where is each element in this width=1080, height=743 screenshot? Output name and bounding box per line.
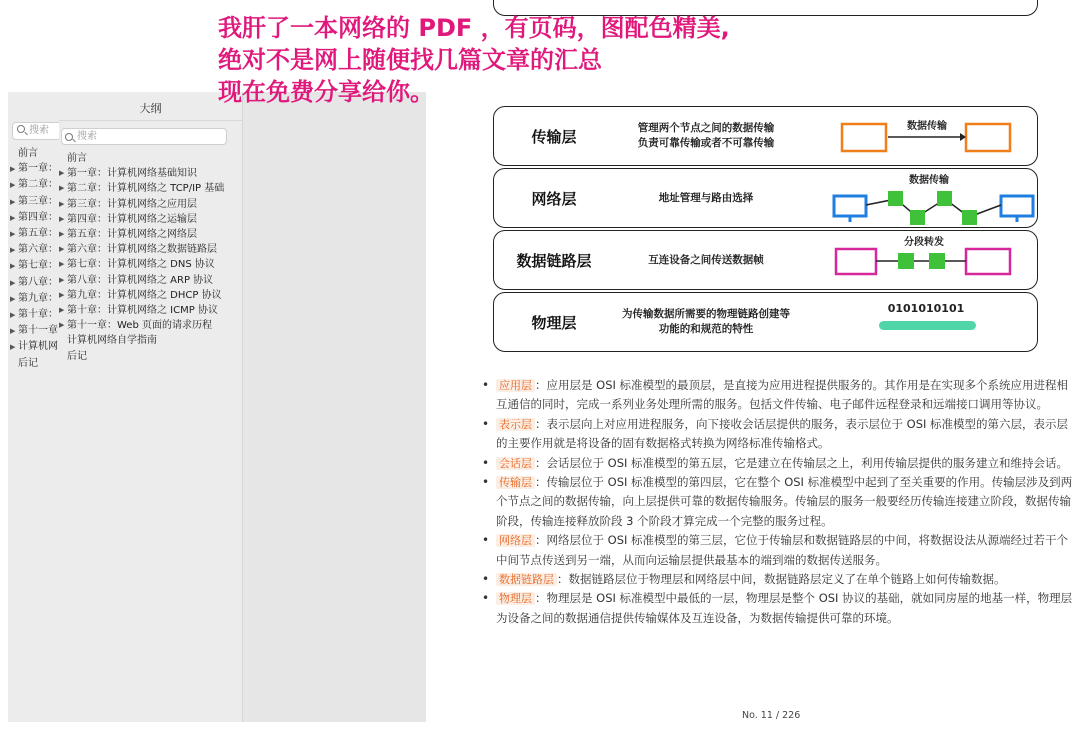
disclosure-triangle-icon: ▶ <box>10 165 16 174</box>
node-box <box>966 249 1010 274</box>
window-gap <box>243 92 426 722</box>
disclosure-triangle-icon[interactable]: ▶ <box>59 169 65 178</box>
bullet-item <box>482 473 1076 531</box>
router-node <box>910 210 925 225</box>
back-outline-item[interactable] <box>10 194 65 210</box>
back-outline-label: 第五章： <box>18 228 58 240</box>
back-outline-item[interactable] <box>10 210 65 226</box>
osi-layer-transport <box>493 106 1038 166</box>
layer-name: 物理层 <box>531 313 577 332</box>
back-search-input[interactable] <box>12 122 62 140</box>
back-outline-item[interactable] <box>10 275 65 291</box>
pdf-page <box>426 0 1080 743</box>
layer-tag: 物理层 <box>496 592 535 605</box>
transport-illustration <box>814 107 1034 167</box>
osi-layer-physical <box>493 292 1038 352</box>
network-illustration <box>814 169 1039 229</box>
layer-tag: 数据链路层 <box>496 573 557 586</box>
outline-item-label: 第一章：计算机网络基础知识 <box>67 168 197 180</box>
disclosure-triangle-icon[interactable]: ▶ <box>59 275 65 284</box>
disclosure-triangle-icon: ▶ <box>10 213 16 222</box>
back-outline-label: 第一章： <box>18 163 58 175</box>
disclosure-triangle-icon[interactable]: ▶ <box>59 306 65 315</box>
back-outline-item[interactable] <box>10 146 62 161</box>
sidebar-title: 大纲 <box>139 102 162 115</box>
node-box <box>966 124 1010 151</box>
bullet-text: ：表示层向上对应用进程服务，向下接收会话层提供的服务，表示层位于 OSI 标准模型的第六层，表示层的主要作用就是将设备的固有数据格式转换为网络标准传输格式。 <box>496 416 1069 451</box>
back-outline-label: 前言 <box>18 148 38 159</box>
physical-illustration <box>814 293 1039 353</box>
back-outline-list <box>10 146 65 371</box>
back-outline-item[interactable] <box>10 242 65 258</box>
back-outline-item[interactable] <box>10 161 62 177</box>
back-outline-item[interactable] <box>10 356 62 371</box>
data-label: 数据传输 <box>907 121 947 132</box>
outline-item-label: 第七章：计算机网络之 DNS 协议 <box>67 259 215 271</box>
outline-item[interactable] <box>59 181 243 196</box>
search-placeholder: 搜索 <box>77 131 97 142</box>
layer-tag: 应用层 <box>496 379 535 392</box>
disclosure-triangle-icon: ▶ <box>10 246 16 255</box>
disclosure-triangle-icon[interactable]: ▶ <box>59 199 65 208</box>
bullet-dot-icon: • <box>482 378 490 392</box>
back-outline-item[interactable] <box>10 323 62 339</box>
layer-desc-line: 管理两个节点之间的数据传输 <box>637 122 775 134</box>
layer-desc-line: 地址管理与路由选择 <box>658 191 754 204</box>
back-outline-panel <box>8 92 65 722</box>
back-outline-item[interactable] <box>10 177 62 193</box>
bullet-dot-icon: • <box>482 572 490 587</box>
back-outline-label: 计算机网 <box>18 341 58 353</box>
disclosure-triangle-icon[interactable]: ▶ <box>59 321 65 330</box>
back-outline-label: 第九章： <box>18 292 58 304</box>
disclosure-triangle-icon: ▶ <box>10 294 16 303</box>
outline-item[interactable] <box>59 212 243 227</box>
bullet-dot-icon: • <box>482 591 490 606</box>
bullet-item <box>482 415 1076 454</box>
bits-label: 0101010101 <box>887 302 965 315</box>
outline-item-label: 第八章：计算机网络之 ARP 协议 <box>67 274 214 286</box>
bullet-text: ：应用层是 OSI 标准模型的最顶层，是直接为应用进程提供服务的。其作用是在实现多个系统应用进程相互通信的同时，完成一系列业务处理所需的服务。包括文件传输、电子邮件远程登录和远端接口调用等协议。 <box>496 378 1069 412</box>
bullet-dot-icon: • <box>482 475 490 490</box>
outline-item[interactable] <box>59 333 243 348</box>
disclosure-triangle-icon[interactable]: ▶ <box>59 290 65 299</box>
disclosure-triangle-icon[interactable]: ▶ <box>59 230 65 239</box>
switch-node <box>929 253 945 269</box>
outline-item-label: 第十一章：Web 页面的请求历程 <box>67 320 212 332</box>
outline-item-label: 第三章：计算机网络之应用层 <box>67 198 197 210</box>
headline-line: 我肝了一本网络的 PDF ，有页码，图配色精美, <box>218 14 730 42</box>
headline-overlay <box>218 12 730 108</box>
disclosure-triangle-icon: ▶ <box>10 343 16 352</box>
outline-item[interactable] <box>59 166 243 181</box>
layer-desc-line: 为传输数据所需要的物理链路创建等 <box>622 308 790 320</box>
bullet-dot-icon: • <box>482 455 490 470</box>
back-search-placeholder: 搜索 <box>29 125 49 136</box>
disclosure-triangle-icon[interactable]: ▶ <box>59 260 65 269</box>
back-outline-label: 第三章： <box>18 195 58 207</box>
back-outline-label: 第七章： <box>18 260 58 272</box>
node-box <box>842 124 886 151</box>
disclosure-triangle-icon: ▶ <box>10 262 16 271</box>
layer-desc <box>606 231 806 289</box>
back-outline-label: 第十一章 <box>18 325 58 337</box>
layer-desc <box>606 107 806 165</box>
disclosure-triangle-icon: ▶ <box>10 181 16 190</box>
search-icon <box>65 133 73 141</box>
layer-desc-line: 互连设备之间传送数据帧 <box>648 253 764 266</box>
disclosure-triangle-icon[interactable]: ▶ <box>59 184 65 193</box>
monitor-icon <box>1001 196 1033 216</box>
outline-item-label: 前言 <box>67 153 87 164</box>
outline-item[interactable] <box>59 273 243 288</box>
sidebar-divider <box>59 120 242 121</box>
osi-bullet-list <box>482 376 1076 628</box>
outline-item[interactable] <box>59 197 243 212</box>
back-outline-label: 第八章： <box>18 276 58 288</box>
layer-desc-line: 功能的和规范的特性 <box>658 323 754 335</box>
outline-item-label: 计算机网络自学指南 <box>67 335 157 347</box>
bullet-item <box>482 376 1076 415</box>
headline-line: 现在免费分享给你。 <box>218 78 434 106</box>
headline-line: 绝对不是网上随便找几篇文章的汇总 <box>218 46 602 74</box>
disclosure-triangle-icon[interactable]: ▶ <box>59 245 65 254</box>
layer-tag: 表示层 <box>496 418 535 431</box>
bullet-dot-icon: • <box>482 533 490 548</box>
layer-tag: 传输层 <box>496 476 535 489</box>
osi-layer-datalink <box>493 230 1038 290</box>
layer-tag: 会话层 <box>496 457 535 470</box>
back-outline-label: 第四章： <box>18 211 58 223</box>
back-outline-label: 第二章： <box>18 179 58 191</box>
bullet-text: ：传输层位于 OSI 标准模型的第四层，它在整个 OSI 标准模型中起到了至关重要的作用。传输层涉及到两个节点之间的数据传输，向上层提供可靠的数据传输服务。传输层的服务一般要经历传输连接建立阶段，数据传输阶段，传输连接释放阶段 3 个阶段才算完成一个完整的服务过程。 <box>496 475 1073 528</box>
layer-desc <box>606 293 806 351</box>
outline-item-label: 第六章：计算机网络之数据链路层 <box>67 244 217 256</box>
back-outline-item[interactable] <box>10 226 65 242</box>
outline-item[interactable] <box>59 227 243 242</box>
layer-name: 网络层 <box>531 189 577 208</box>
switch-node <box>898 253 914 269</box>
layer-desc-line: 负责可靠传输或者不可靠传输 <box>637 137 775 149</box>
data-label: 数据传输 <box>909 175 949 186</box>
layer-name: 传输层 <box>531 127 577 146</box>
outline-item-label: 第九章：计算机网络之 DHCP 协议 <box>67 289 222 301</box>
bullet-dot-icon: • <box>482 416 490 431</box>
bullet-item <box>482 531 1076 570</box>
monitor-icon <box>834 196 866 216</box>
bullet-text: ：物理层是 OSI 标准模型中最低的一层，物理层是整个 OSI 协议的基础，就如同房屋的地基一样，物理层为设备之间的数据通信提供传输媒体及互连设备，为数据传输提供可靠的环境。 <box>496 591 1073 625</box>
back-outline-item[interactable] <box>10 258 65 274</box>
datalink-illustration <box>814 231 1039 291</box>
layer-desc <box>606 169 806 227</box>
back-outline-item[interactable] <box>10 307 62 323</box>
layer-name: 数据链路层 <box>516 251 592 270</box>
outline-item-label: 第四章：计算机网络之运输层 <box>67 213 197 225</box>
outline-list <box>59 151 243 364</box>
bullet-item <box>482 589 1076 628</box>
router-node <box>962 210 977 225</box>
disclosure-triangle-icon: ▶ <box>10 230 16 239</box>
outline-item-label: 第十章：计算机网络之 ICMP 协议 <box>67 305 218 317</box>
outline-item[interactable] <box>59 242 243 257</box>
back-outline-item[interactable] <box>10 339 62 355</box>
search-icon <box>17 125 25 133</box>
outline-item-label: 后记 <box>67 350 87 362</box>
router-node <box>888 191 903 206</box>
disclosure-triangle-icon: ▶ <box>10 311 16 320</box>
bullet-item <box>482 454 1076 473</box>
route-path <box>866 199 1001 217</box>
outline-item[interactable] <box>59 288 243 303</box>
osi-layer-network <box>493 168 1038 228</box>
bullet-text: ：会话层位于 OSI 标准模型的第五层，它是建立在传输层之上，利用传输层提供的服务建立和维持会话。 <box>535 455 1069 470</box>
outline-item-label: 第五章：计算机网络之网络层 <box>67 229 197 241</box>
disclosure-triangle-icon: ▶ <box>10 197 16 206</box>
outline-item[interactable] <box>59 318 243 333</box>
disclosure-triangle-icon: ▶ <box>10 278 16 287</box>
outline-search-input[interactable] <box>61 128 227 145</box>
bullet-text: ：网络层位于 OSI 标准模型的第三层，它位于传输层和数据链路层的中间，将数据设法从源端经过若干个中间节点传送到另一端，从而向运输层提供最基本的端到端的数据传送服务。 <box>496 533 1069 567</box>
disclosure-triangle-icon: ▶ <box>10 327 16 336</box>
layer-tag: 网络层 <box>496 534 535 547</box>
bullet-text: ：数据链路层位于物理层和网络层中间，数据链路层定义了在单个链路上如何传输数据。 <box>557 572 1006 587</box>
page-number: No. 11 / 226 <box>742 710 801 721</box>
back-outline-label: 第十章： <box>18 309 58 321</box>
outline-item[interactable] <box>59 303 243 318</box>
back-outline-item[interactable] <box>10 291 62 307</box>
back-outline-label: 后记 <box>18 357 38 369</box>
outline-sidebar <box>59 92 243 722</box>
cable-bar <box>879 321 976 330</box>
outline-item-label: 第二章：计算机网络之 TCP/IP 基础 <box>67 183 225 195</box>
outline-item[interactable] <box>59 349 243 364</box>
node-box <box>836 249 876 274</box>
bullet-item <box>482 570 1076 589</box>
disclosure-triangle-icon[interactable]: ▶ <box>59 214 65 223</box>
outline-item[interactable] <box>59 257 243 272</box>
router-node <box>937 191 952 206</box>
back-outline-label: 第六章： <box>18 244 58 256</box>
outline-item[interactable] <box>59 151 243 166</box>
data-label: 分段转发 <box>904 237 944 248</box>
